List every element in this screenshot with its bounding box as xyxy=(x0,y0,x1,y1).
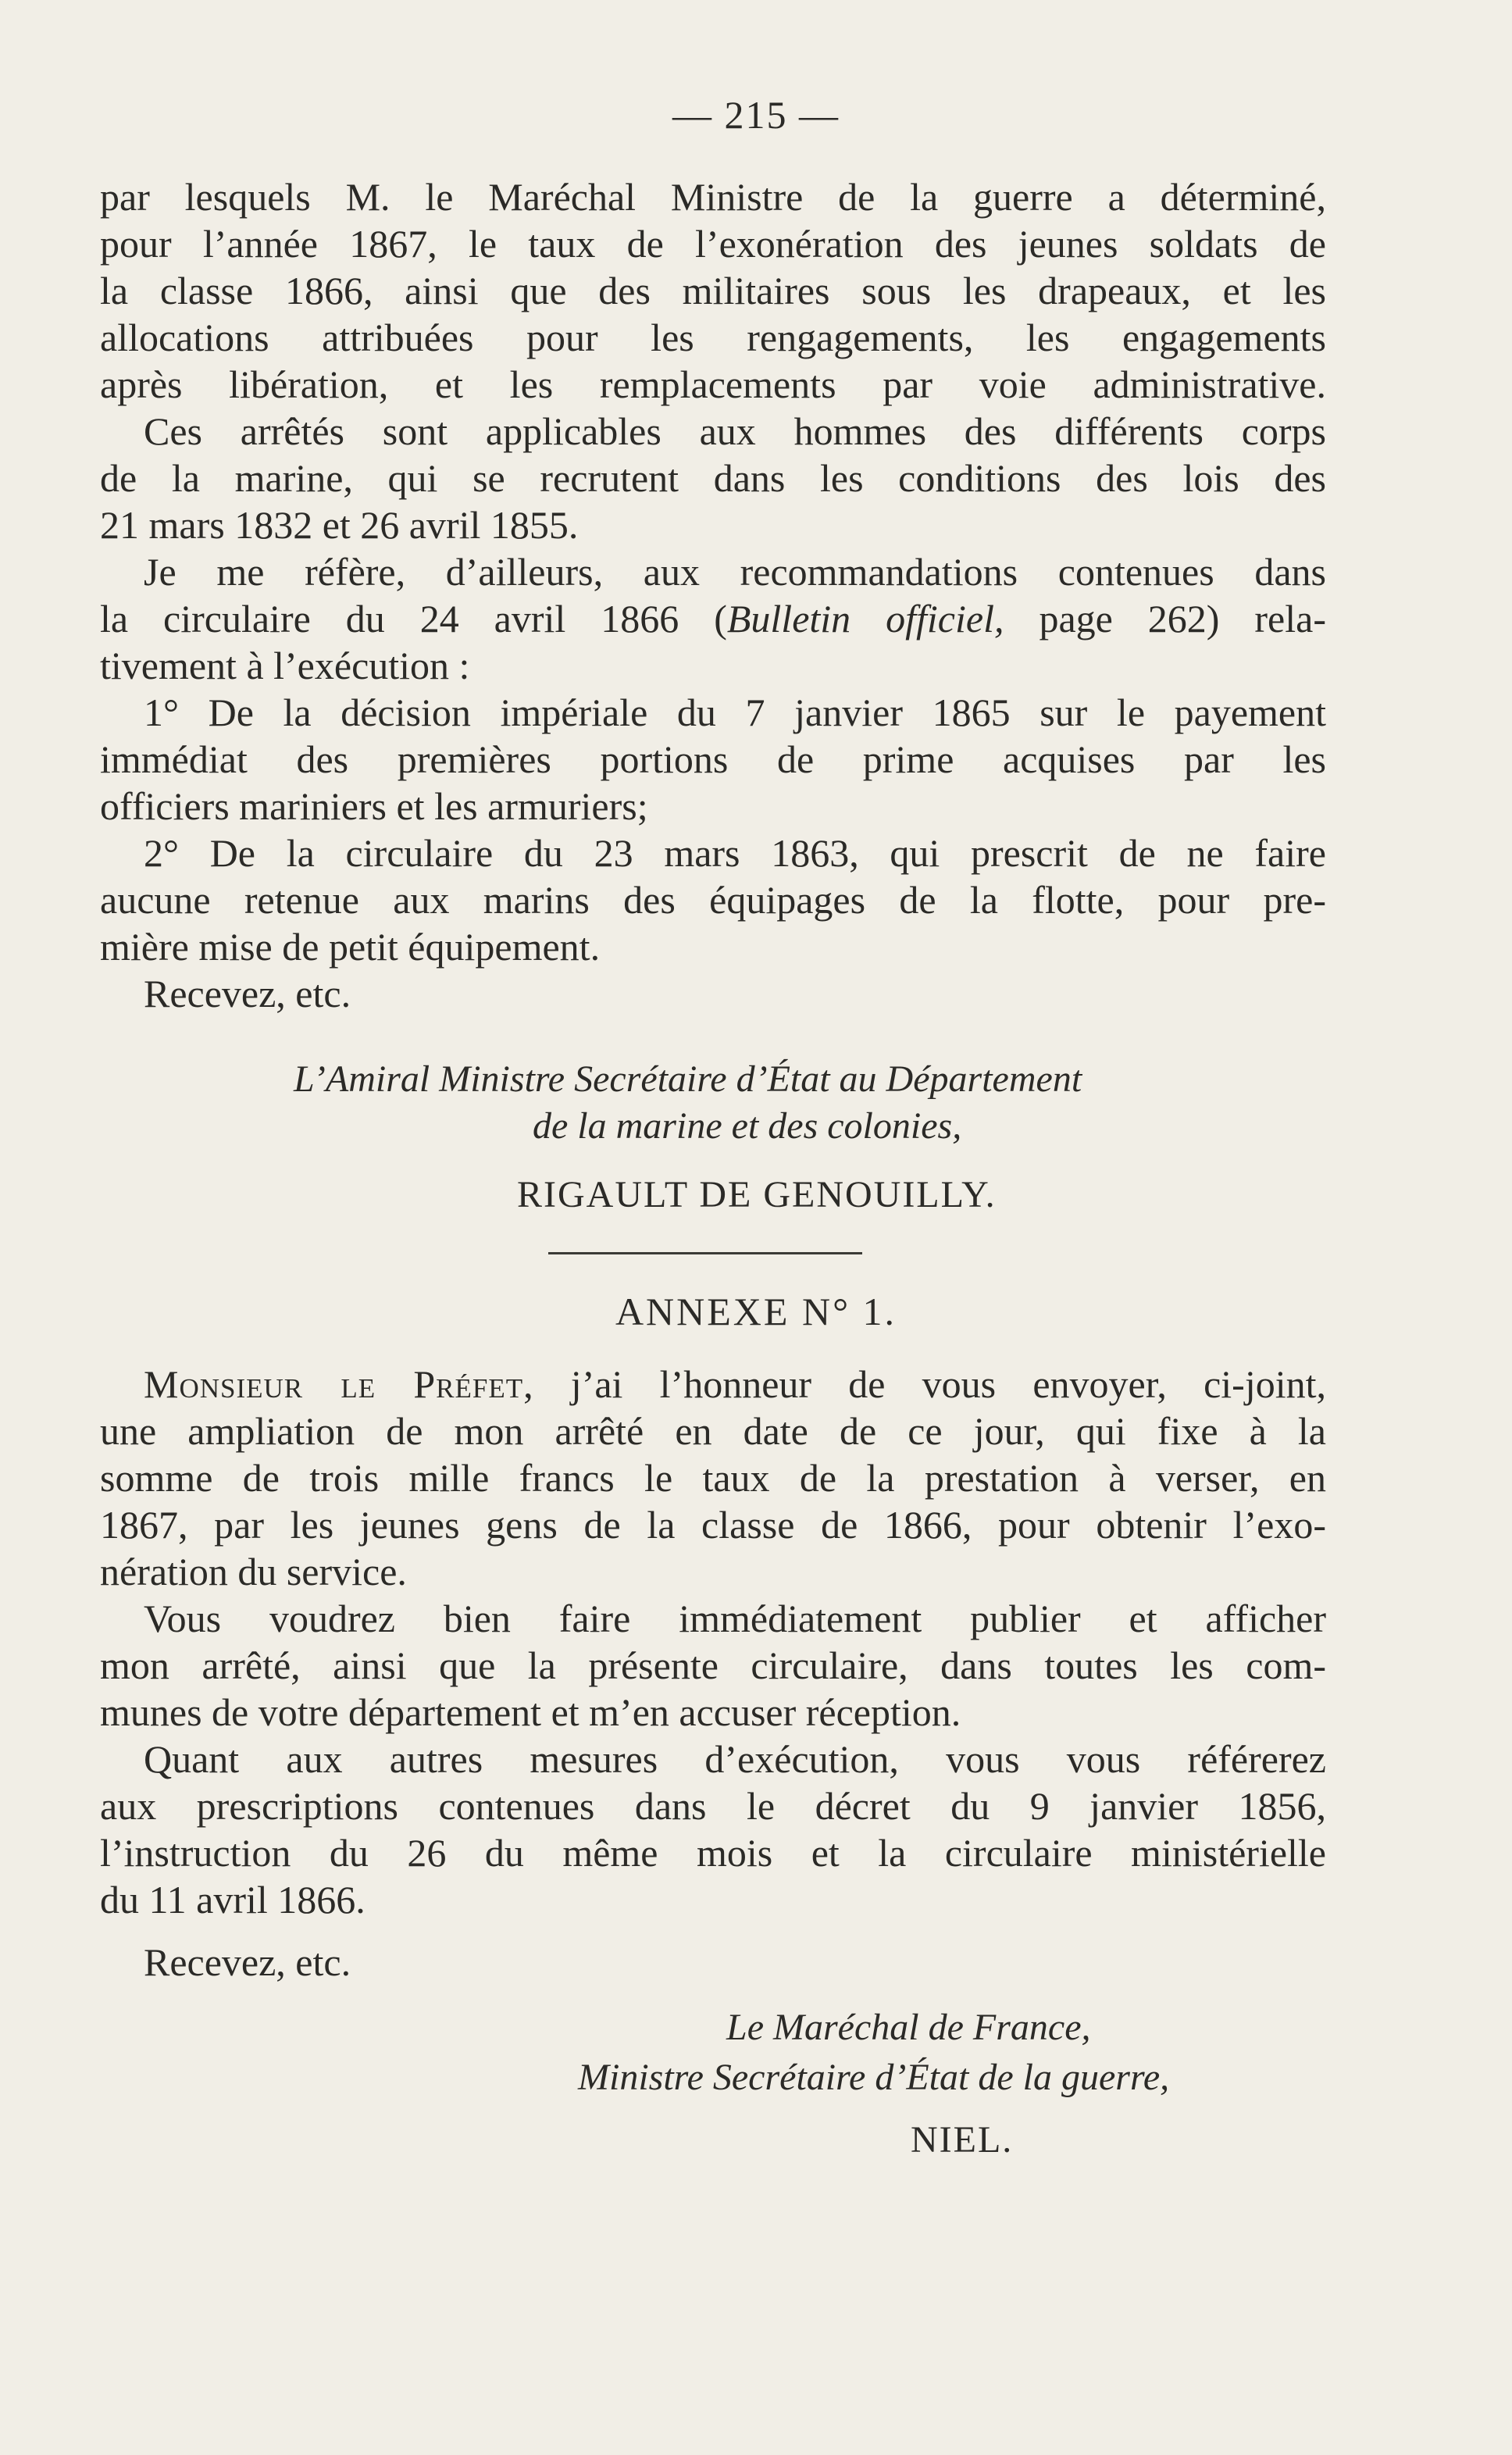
signature-name: RIGAULT DE GENOUILLY. xyxy=(517,1174,997,1215)
text-line: 1867, par les jeunes gens de la classe de 1866, pour obtenir l’exo- xyxy=(100,1503,1326,1547)
text-line: après libération, et les remplacements par voie administrative. xyxy=(100,362,1326,406)
text-line: allocations attribuées pour les rengagements, les engagements xyxy=(100,316,1326,359)
text-line-with-salutation xyxy=(100,1361,1326,1408)
text-line: aux prescriptions contenues dans le décret du 9 janvier 1856, xyxy=(100,1784,1326,1828)
text-fragment: page 262) rela- xyxy=(1004,597,1326,641)
text-line: par lesquels M. le Maréchal Ministre de la guerre a déterminé, xyxy=(100,175,1326,219)
text-line: mon arrêté, ainsi que la présente circulaire, dans toutes les com- xyxy=(100,1643,1326,1687)
section-divider xyxy=(548,1252,862,1254)
signature-title: L’Amiral Ministre Secrétaire d’État au Département xyxy=(294,1058,1082,1100)
text-line: officiers mariniers et les armuriers; xyxy=(100,784,648,828)
text-line: somme de trois mille francs le taux de la prestation à verser, en xyxy=(100,1456,1326,1500)
closing-formula: Recevez, etc. xyxy=(144,1940,351,1984)
annexe-title: ANNEXE N° 1. xyxy=(615,1290,897,1333)
text-line: 2° De la circulaire du 23 mars 1863, qui prescrit de ne faire xyxy=(144,831,1326,875)
text-line: Vous voudrez bien faire immédiatement publier et afficher xyxy=(144,1597,1326,1640)
signature-title: Le Maréchal de France, xyxy=(726,2007,1091,2048)
page-number: — 215 — xyxy=(672,93,840,137)
closing-formula: Recevez, etc. xyxy=(144,972,351,1015)
text-line: immédiat des premières portions de prime acquises par les xyxy=(100,737,1326,781)
text-line: pour l’année 1867, le taux de l’exonération des jeunes soldats de xyxy=(100,222,1326,266)
text-line: du 11 avril 1866. xyxy=(100,1878,366,1922)
text-line: la classe 1866, ainsi que des militaires sous les drapeaux, et les xyxy=(100,269,1326,312)
signature-title: de la marine et des colonies, xyxy=(533,1105,962,1147)
text-line: l’instruction du 26 du même mois et la circulaire ministérielle xyxy=(100,1831,1326,1875)
text-line: aucune retenue aux marins des équipages de la flotte, pour pre- xyxy=(100,878,1326,922)
text-line: de la marine, qui se recrutent dans les conditions des lois des xyxy=(100,456,1326,500)
text-line: une ampliation de mon arrêté en date de ce jour, qui fixe à la xyxy=(100,1409,1326,1453)
annexe-body xyxy=(100,1361,1326,1986)
circular-body xyxy=(100,173,1326,1017)
text-line: munes de votre département et m’en accuser réception. xyxy=(100,1690,961,1734)
text-fragment: j’ai l’honneur de vous envoyer, ci-joint, xyxy=(533,1362,1326,1406)
text-line: mière mise de petit équipement. xyxy=(100,925,601,969)
salutation: Monsieur le Préfet, xyxy=(144,1362,534,1406)
text-line: 1° De la décision impériale du 7 janvier 1865 sur le payement xyxy=(144,690,1326,734)
text-line: Ces arrêtés sont applicables aux hommes des différents corps xyxy=(144,409,1326,453)
text-line: Je me réfère, d’ailleurs, aux recommandations contenues dans xyxy=(144,550,1326,594)
text-line: Quant aux autres mesures d’exécution, vous vous référerez xyxy=(144,1737,1326,1781)
text-fragment: la circulaire du 24 avril 1866 ( xyxy=(100,597,727,641)
signature-name: NIEL. xyxy=(911,2119,1014,2161)
text-line: tivement à l’exécution : xyxy=(100,644,470,687)
text-line-with-citation xyxy=(100,595,1326,642)
text-line: 21 mars 1832 et 26 avril 1855. xyxy=(100,503,579,547)
signature-title: Ministre Secrétaire d’État de la guerre, xyxy=(578,2057,1170,2098)
text-line: nération du service. xyxy=(100,1550,407,1593)
bulletin-citation: Bulletin officiel, xyxy=(726,597,1004,641)
